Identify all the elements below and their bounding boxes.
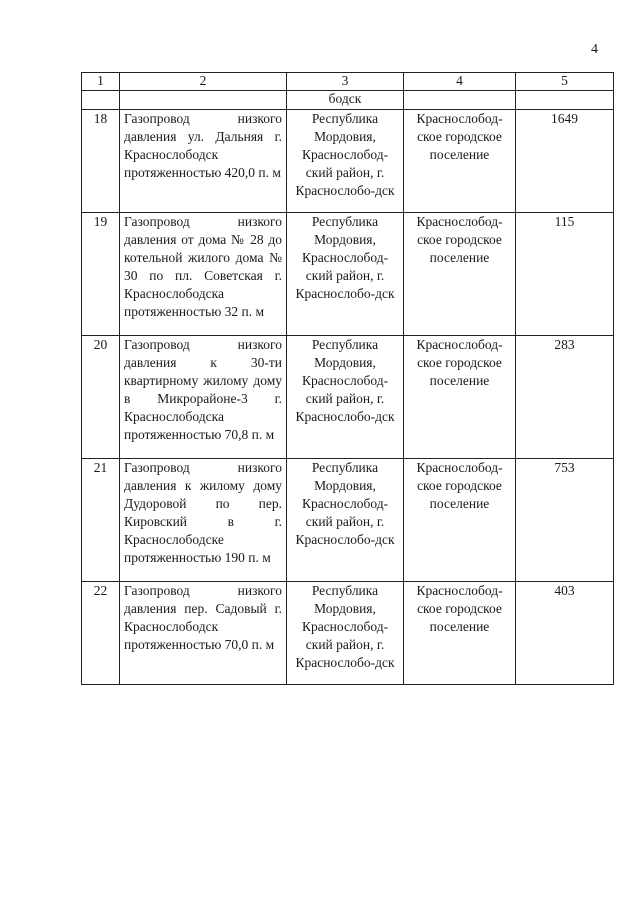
object-location: Республика Мордовия, Краснослобод-ский район, г. Краснослобо-дск: [287, 459, 404, 582]
object-location: Республика Мордовия, Краснослобод-ский район, г. Краснослобо-дск: [287, 336, 404, 459]
row-number: 22: [82, 582, 120, 685]
object-description: Газопровод низкого давления от дома № 28 до котельной жилого дома № 30 по пл. Советская г. Краснослободска протяженностью 32 п. м: [120, 213, 287, 336]
owner: Краснослобод-ское городское поселение: [404, 582, 516, 685]
object-location: Республика Мордовия, Краснослобод-ский район, г. Краснослобо-дск: [287, 110, 404, 213]
object-description: Газопровод низкого давления к жилому дому Дудоровой по пер. Кировский в г. Краснослободске протяженностью 190 п. м: [120, 459, 287, 582]
object-location: Республика Мордовия, Краснослобод-ский район, г. Краснослобо-дск: [287, 582, 404, 685]
table-row: [82, 459, 614, 582]
value: 115: [516, 213, 614, 336]
table-row: [82, 582, 614, 685]
column-header: 4: [404, 73, 516, 91]
owner: [404, 91, 516, 110]
object-description: Газопровод низкого давления ул. Дальняя г. Краснослободск протяженностью 420,0 п. м: [120, 110, 287, 213]
owner: Краснослобод-ское городское поселение: [404, 336, 516, 459]
header-row: [82, 73, 614, 91]
owner: Краснослобод-ское городское поселение: [404, 110, 516, 213]
table-row: [82, 336, 614, 459]
object-location: Республика Мордовия, Краснослобод-ский район, г. Краснослобо-дск: [287, 213, 404, 336]
row-number: 18: [82, 110, 120, 213]
row-number: [82, 91, 120, 110]
object-description: Газопровод низкого давления к 30-ти квартирному жилому дому в Микрорайоне-3 г. Краснослободска протяженностью 70,8 п. м: [120, 336, 287, 459]
object-description: [120, 91, 287, 110]
column-header: 3: [287, 73, 404, 91]
object-location: бодск: [287, 91, 404, 110]
page-number: 4: [591, 42, 598, 57]
row-number: 19: [82, 213, 120, 336]
column-header: 5: [516, 73, 614, 91]
table-row: [82, 213, 614, 336]
value: 753: [516, 459, 614, 582]
value: 283: [516, 336, 614, 459]
value: 403: [516, 582, 614, 685]
column-header: 1: [82, 73, 120, 91]
owner: Краснослобод-ское городское поселение: [404, 213, 516, 336]
object-description: Газопровод низкого давления пер. Садовый г. Краснослободск протяженностью 70,0 п. м: [120, 582, 287, 685]
row-number: 20: [82, 336, 120, 459]
owner: Краснослобод-ское городское поселение: [404, 459, 516, 582]
value: [516, 91, 614, 110]
continuation-row: [82, 91, 614, 110]
property-table: [81, 72, 614, 685]
column-header: 2: [120, 73, 287, 91]
value: 1649: [516, 110, 614, 213]
row-number: 21: [82, 459, 120, 582]
table-row: [82, 110, 614, 213]
